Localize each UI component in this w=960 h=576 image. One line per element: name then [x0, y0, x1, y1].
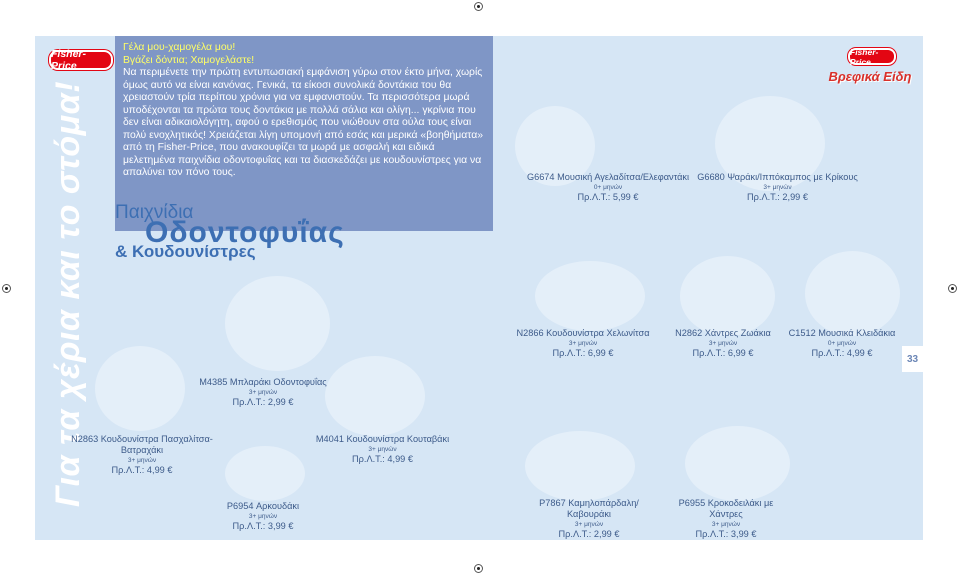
product-age: 3+ μηνών — [127, 457, 157, 464]
fisher-price-logo-small: Fisher-Price — [848, 48, 896, 65]
registration-mark — [474, 564, 483, 573]
product-p6954 — [213, 501, 313, 532]
product-price: Πρ.Λ.Τ.: 6,99 € — [692, 348, 754, 358]
toy-image — [680, 256, 775, 336]
product-g6674 — [523, 172, 693, 203]
product-name: P6954 Αρκουδάκι — [226, 501, 300, 511]
product-c1512 — [787, 328, 897, 359]
registration-mark — [2, 284, 11, 293]
product-price: Πρ.Λ.Τ.: 2,99 € — [558, 529, 620, 539]
product-age: 3+ μηνών — [763, 184, 792, 191]
toy-image — [325, 356, 425, 436]
toy-image — [225, 446, 305, 501]
product-price: Πρ.Λ.Τ.: 4,99 € — [352, 454, 413, 464]
product-p7867 — [519, 498, 659, 540]
product-age: 3+ μηνών — [248, 389, 278, 396]
section-title-line3: & Κουδουνίστρες — [115, 242, 256, 261]
toy-image — [685, 426, 790, 501]
product-age: 3+ μηνών — [708, 340, 738, 347]
product-price: Πρ.Λ.Τ.: 3,99 € — [232, 521, 294, 531]
product-name: M4041 Κουδουνίστρα Κουταβάκι — [315, 434, 450, 444]
product-age: 0+ μηνών — [593, 184, 623, 191]
product-n2862 — [663, 328, 783, 359]
product-age: 3+ μηνών — [568, 340, 598, 347]
product-price: Πρ.Λ.Τ.: 6,99 € — [552, 348, 614, 358]
intro-headline: Γέλα μου-χαμογέλα μου! — [123, 42, 236, 53]
product-age: 0+ μηνών — [827, 340, 857, 347]
product-name: M4385 Μπλαράκι Οδοντοφυΐας — [199, 377, 327, 387]
product-n2866 — [513, 328, 653, 359]
fisher-price-logo: Fisher-Price — [49, 50, 113, 70]
product-price: Πρ.Λ.Τ.: 5,99 € — [577, 192, 639, 202]
toy-image — [95, 346, 185, 431]
intro-subline: Βγάζει δόντια; Χαμογελάστε! — [123, 54, 255, 66]
product-price: Πρ.Λ.Τ.: 3,99 € — [695, 529, 757, 539]
product-name: C1512 Μουσικά Κλειδάκια — [788, 328, 896, 338]
product-g6680 — [695, 172, 860, 203]
product-age: 3+ μηνών — [368, 446, 397, 453]
section-title-line2: Οδοντοφυΐας — [145, 216, 345, 249]
toy-image — [805, 251, 900, 336]
product-price: Πρ.Λ.Τ.: 2,99 € — [747, 192, 808, 202]
page-number: 33 — [902, 346, 923, 372]
product-name: P6955 Κροκοδειλάκι με Χάντρες — [678, 498, 774, 519]
intro-body: Να περιμένετε την πρώτη εντυπωσιακή εμφάνιση γύρω στον έκτο μήνα, χωρίς όμως αυτό να είναι κανόνας. Γενικά, τα είκοσι συνολικά δοντάκια του θα χρειαστούν τρία περίπου χρόνια για να εμφανιστούν. Τα περισσότερα μωρά υποδέχονται τα πρώτα τους δοντάκια με πολλά σάλια και ολίγη... γκρίνια που δεν είναι αδικαιολόγητη, αφού ο ερεθισμός που νιώθουν στα ούλα τους είναι πολύ ενοχλητικός! Χρειάζεται λίγη υπομονή από εσάς και μερικά «βοηθήματα» από τη Fisher-Price, που ανακουφίζει τα μωρά με ασφαλή και ειδικά μελετημένα παιχνίδια οδοντοφυΐας και τα διασκεδάζει με κουδουνίστρες για να απαλύνει τον πόνο τους. — [123, 67, 484, 178]
product-m4041 — [305, 434, 460, 465]
toy-image — [525, 431, 635, 501]
intro-text — [123, 42, 487, 180]
catalog-page — [35, 36, 923, 540]
registration-mark — [474, 2, 483, 11]
vertical-heading: Για τα χέρια και το στόμα! — [49, 80, 87, 508]
sub-brand-title: Βρεφικά Είδη — [828, 69, 912, 84]
product-p6955 — [661, 498, 791, 540]
product-age: 3+ μηνών — [248, 513, 278, 520]
product-price: Πρ.Λ.Τ.: 4,99 € — [811, 348, 873, 358]
product-price: Πρ.Λ.Τ.: 4,99 € — [111, 465, 173, 475]
toy-image — [225, 276, 330, 371]
registration-mark — [948, 284, 957, 293]
product-name: G6680 Ψαράκι/Ιππόκαμπος με Κρίκους — [697, 172, 858, 182]
product-name: N2866 Κουδουνίστρα Χελωνίτσα — [516, 328, 650, 338]
product-m4385 — [193, 377, 333, 408]
product-age: 3+ μηνών — [711, 521, 741, 528]
product-name: N2862 Χάντρες Ζωάκια — [675, 328, 771, 338]
product-n2863 — [67, 434, 217, 476]
product-name: G6674 Μουσική Αγελαδίτσα/Ελεφαντάκι — [526, 172, 690, 182]
product-price: Πρ.Λ.Τ.: 2,99 € — [232, 397, 294, 407]
product-age: 3+ μηνών — [574, 521, 604, 528]
toy-image — [535, 261, 645, 331]
product-name: P7867 Καμηλοπάρδαλη/Καβουράκι — [539, 498, 639, 519]
product-name: N2863 Κουδουνίστρα Πασχαλίτσα-Βατραχάκι — [71, 434, 213, 455]
section-title-line1: Παιχνίδια — [115, 202, 194, 223]
